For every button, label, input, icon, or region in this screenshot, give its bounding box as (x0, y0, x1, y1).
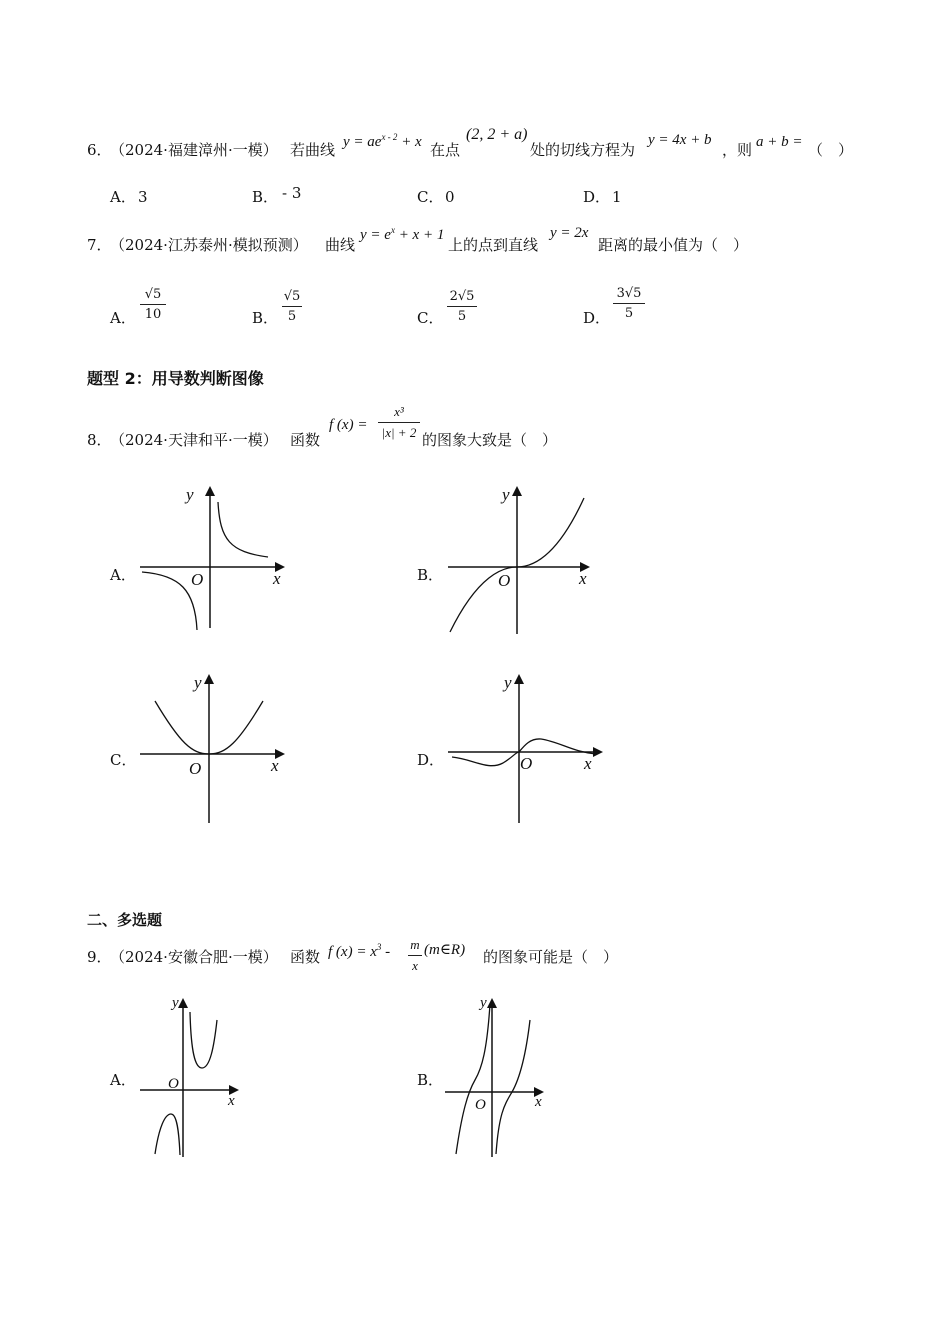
q7-option-d-label[interactable]: D． (583, 309, 611, 327)
origin-label: O (191, 570, 204, 589)
q9-number: 9． (87, 948, 112, 966)
y-label: y (504, 673, 512, 692)
x-label: x (228, 1093, 235, 1109)
origin-label: O (189, 759, 202, 778)
q7-option-d-value: $\frac{3√5}{5}$ (613, 286, 645, 321)
q9-function: f $(x) = x^3$ - (328, 942, 391, 960)
q9-graph-b-label[interactable]: B． (417, 1071, 444, 1089)
q8-number: 8． (87, 431, 112, 449)
q6-text-3: 处的切线方程为 (530, 141, 636, 159)
y-label: y (480, 995, 487, 1011)
origin-label: O (520, 754, 533, 773)
q7-option-c-label[interactable]: C． (417, 309, 444, 327)
x-label: x (584, 754, 592, 773)
q7-option-a-value: $\frac{√5}{10}$ (140, 287, 166, 322)
q8-function-name: f (x) = (329, 417, 368, 433)
q8-graph-c (130, 668, 300, 828)
q9-graph-b-curve-right (496, 1020, 530, 1154)
q9-graph-a (135, 992, 250, 1162)
q8-text-2: 的图象大致是（ ） (422, 431, 558, 449)
q6-source: （2024·福建漳州·一模） (110, 141, 278, 159)
origin-label: O (168, 1076, 179, 1092)
q9-fraction: $\frac{m}{x}$ (408, 937, 422, 974)
q8-graph-a-label[interactable]: A． (110, 566, 136, 584)
q6-option-b-value: - 3 (282, 184, 302, 202)
q6-number: 6． (87, 141, 112, 159)
q6-option-b-label[interactable]: B． (252, 188, 279, 206)
q6-option-a-value: 3 (138, 188, 148, 206)
y-label: y (194, 673, 202, 692)
q7-number: 7． (87, 236, 112, 254)
q6-option-d-label[interactable]: D． (583, 188, 611, 206)
y-axis-arrow (204, 674, 214, 684)
x-label: x (535, 1094, 542, 1110)
q6-ask: a + b = (756, 134, 803, 150)
q9-graph-a-label[interactable]: A． (110, 1071, 136, 1089)
q8-graph-b (438, 480, 608, 640)
x-label: x (271, 756, 279, 775)
q6-curve-equation: $y = ae^{x - 2} + x$ (343, 132, 422, 150)
y-axis-arrow (512, 486, 522, 496)
q8-graph-d (438, 668, 618, 828)
origin-label: O (498, 571, 511, 590)
q6-tangent-equation: y = 4x + b (648, 132, 712, 148)
q8-graph-a (130, 480, 300, 640)
q7-option-c-value: $\frac{2√5}{5}$ (447, 289, 477, 324)
y-axis-arrow (178, 998, 188, 1008)
q6-option-a-label[interactable]: A． (110, 188, 136, 206)
q7-option-b-label[interactable]: B． (252, 309, 279, 327)
q9-source: （2024·安徽合肥·一模） (110, 948, 278, 966)
q9-text-2: 的图象可能是（ ） (483, 948, 619, 966)
q8-fraction: $\frac{\text{x³}}{|x| + 2}$ (378, 404, 420, 441)
q8-graph-d-label[interactable]: D． (417, 751, 445, 769)
q8-graph-b-label[interactable]: B． (417, 566, 444, 584)
q9-graph-a-curve-left (155, 1114, 180, 1155)
q8-graph-a-curve-left (142, 572, 197, 630)
q9-text-1: 函数 (290, 948, 321, 966)
q6-text-2: 在点 (430, 141, 461, 159)
q9-graph-b (440, 992, 555, 1162)
q9-graph-a-curve-right (190, 1012, 217, 1068)
y-axis-arrow (205, 486, 215, 496)
q7-source: （2024·江苏泰州·模拟预测） (110, 236, 308, 254)
y-label: y (502, 485, 510, 504)
q6-text-4: ，则 (722, 141, 753, 159)
q8-graph-c-label[interactable]: C． (110, 751, 137, 769)
q7-option-a-label[interactable]: A． (110, 309, 136, 327)
q7-line-equation: y = 2x (550, 225, 589, 241)
q7-text-3: 距离的最小值为（ ） (598, 236, 749, 254)
q7-curve-equation: $y = e^x + x + 1$ (360, 225, 445, 243)
q6-point: (2, 2 + a) (466, 126, 528, 143)
y-axis-arrow (487, 998, 497, 1008)
x-label: x (273, 569, 281, 588)
q6-text-1: 若曲线 (290, 141, 336, 159)
q6-option-c-value: 0 (445, 188, 455, 206)
y-label: y (186, 485, 194, 504)
section-heading-multi: 二、多选题 (87, 911, 163, 929)
q9-condition: (m∈R) (424, 942, 466, 958)
q6-option-d-value: 1 (612, 188, 622, 206)
q6-paren: （ ） (808, 141, 854, 159)
q7-text-1: 曲线 (325, 236, 356, 254)
x-axis-arrow (593, 747, 603, 757)
y-label: y (172, 995, 179, 1011)
q6-option-c-label[interactable]: C． (417, 188, 444, 206)
section-heading-type2: 题型 2：用导数判断图像 (87, 369, 264, 388)
q7-text-2: 上的点到直线 (448, 236, 539, 254)
q8-source: （2024·天津和平·一模） (110, 431, 278, 449)
q7-option-b-value: $\frac{√5}{5}$ (283, 289, 301, 324)
x-label: x (579, 569, 587, 588)
y-axis-arrow (514, 674, 524, 684)
origin-label: O (475, 1097, 486, 1113)
q8-text-1: 函数 (290, 431, 321, 449)
q9-graph-b-curve-left (456, 1004, 490, 1154)
q8-graph-a-curve-right (218, 502, 268, 557)
